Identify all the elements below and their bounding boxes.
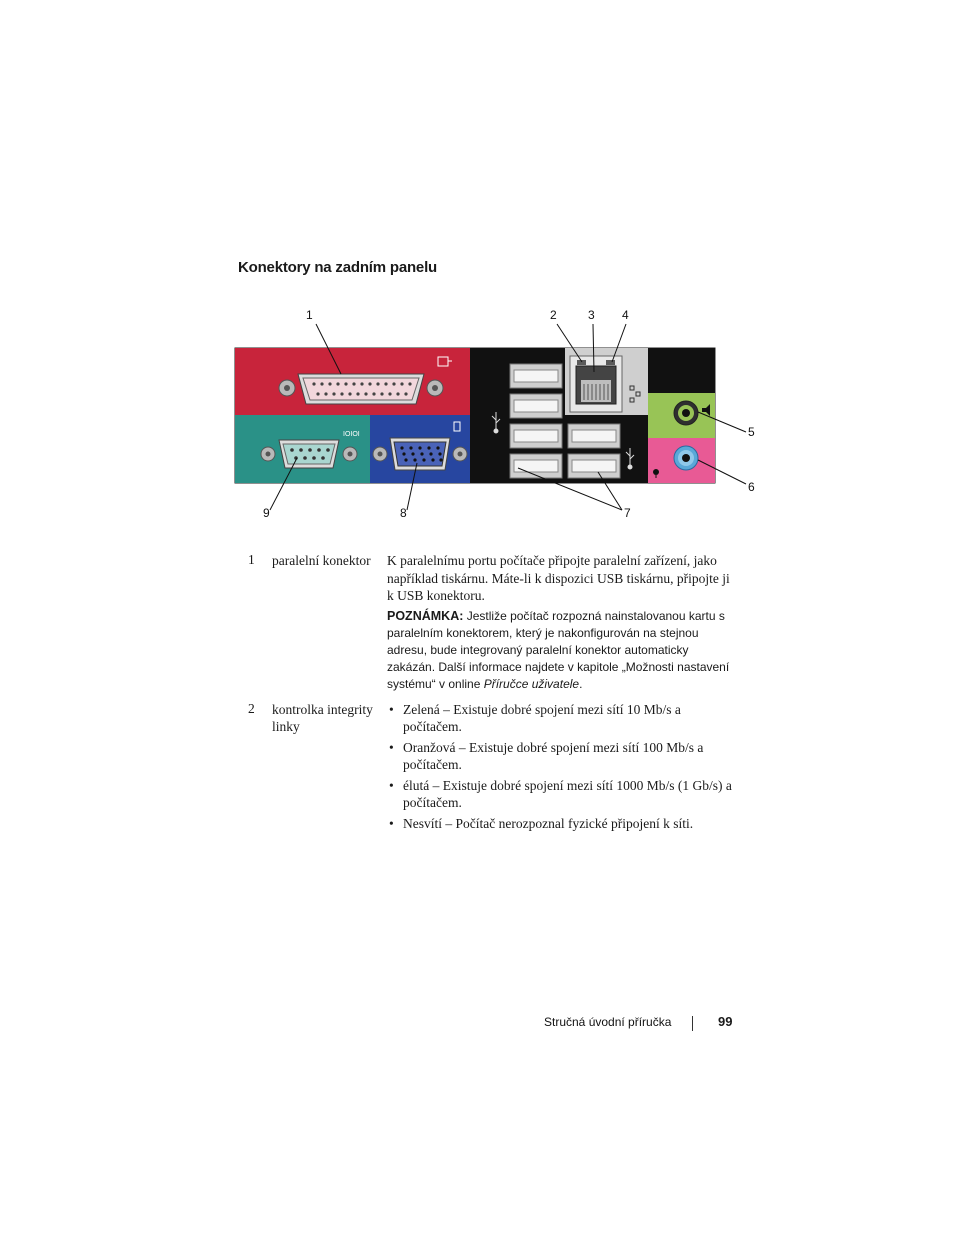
page-number: 99 <box>718 1014 733 1029</box>
line-in-connector <box>674 446 698 470</box>
row-term: kontrolka integrity linky <box>272 701 373 734</box>
note <box>387 608 737 693</box>
back-panel-illustration <box>230 300 760 530</box>
bullet-list <box>387 701 737 833</box>
row-number: 2 <box>248 700 255 716</box>
callout-4: 4 <box>622 308 629 322</box>
note-end: . <box>579 676 583 691</box>
row-number: 1 <box>248 552 255 567</box>
row-term: paralelní konektor <box>272 553 371 568</box>
row-description <box>387 701 737 833</box>
callout-7: 7 <box>624 506 631 520</box>
list-item: • Nesvítí – Počítač nerozpoznal fyzické připojení k síti. <box>387 815 737 833</box>
callout-8: 8 <box>400 506 407 520</box>
note-text: Jestliže počítač rozpozná nainstalovanou kartu s paralelním konektorem, který je nakonfigurován na stejnou adresu, bude integrovaný paralelní konektor automaticky zakázán. Další informace najdete v kapitole „Možnosti nastavení systému“ v online <box>387 608 730 691</box>
callout-5: 5 <box>748 425 755 439</box>
line-out-connector <box>674 401 698 425</box>
footer-title: Stručná úvodní příručka <box>544 1015 672 1029</box>
callout-2: 2 <box>550 308 557 322</box>
network-connector <box>570 356 622 412</box>
callout-9: 9 <box>263 506 270 520</box>
back-panel-figure <box>230 300 760 530</box>
callout-1: 1 <box>306 308 313 322</box>
callout-3: 3 <box>588 308 595 322</box>
list-item: • Oranžová – Existuje dobré spojení mezi sítí 100 Mb/s a počítačem. <box>387 739 737 774</box>
serial-icon: IOIOI <box>343 431 360 438</box>
note-italic: Příručce uživatele <box>483 676 580 691</box>
connector-table <box>248 552 748 835</box>
footer-divider <box>692 1016 693 1031</box>
note-label: POZNÁMKA: <box>387 608 464 623</box>
section-heading: Konektory na zadním panelu <box>238 259 437 276</box>
description-text: K paralelnímu portu počítače připojte paralelní zařízení, jako například tiskárnu. Máte-li k dispozici USB tiskárnu, připojte ji k USB konektoru. <box>387 553 730 603</box>
callout-6: 6 <box>748 480 755 494</box>
table-row <box>248 701 748 833</box>
table-row <box>248 552 748 693</box>
list-item: • élutá – Existuje dobré spojení mezi sítí 1000 Mb/s (1 Gb/s) a počítačem. <box>387 777 737 812</box>
audio-area-top <box>648 348 715 393</box>
network-activity-light <box>606 360 615 365</box>
list-item: • Zelená – Existuje dobré spojení mezi sítí 10 Mb/s a počítačem. <box>387 701 737 736</box>
row-description <box>387 552 737 693</box>
